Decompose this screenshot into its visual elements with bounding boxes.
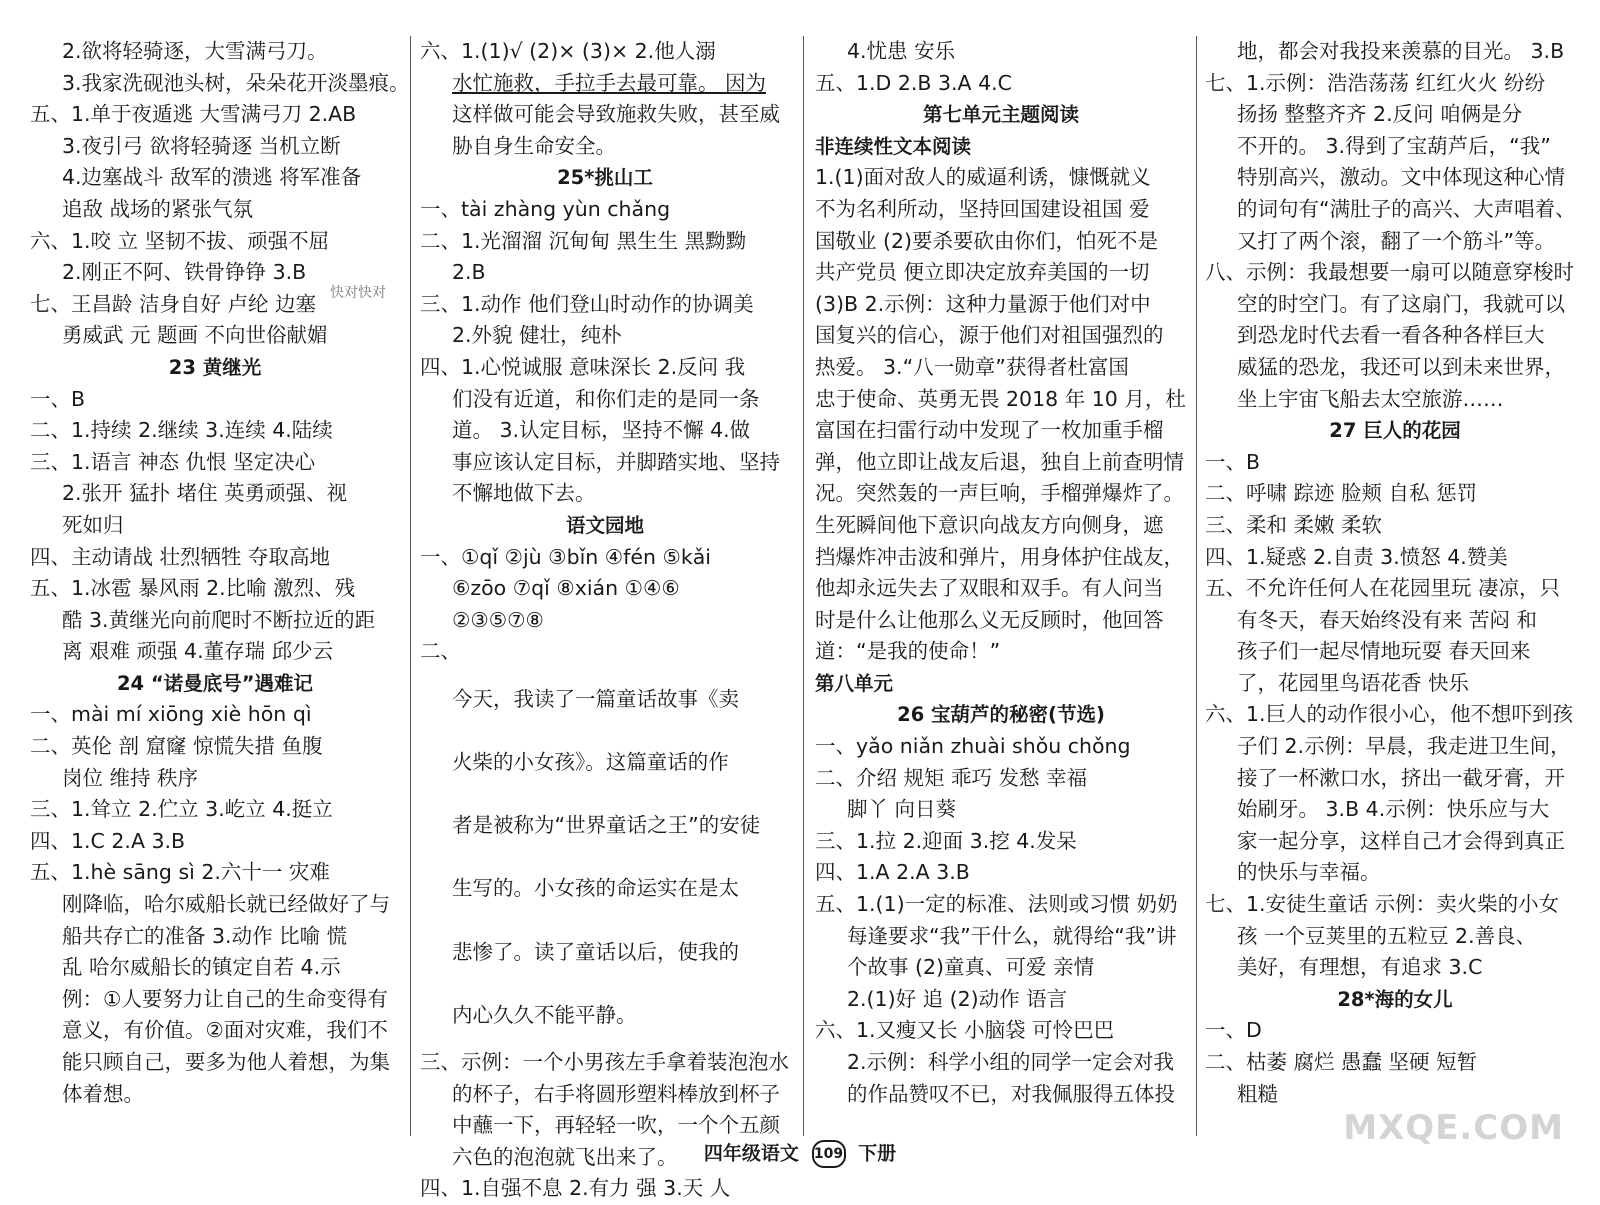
text-line: 四、1.疑惑 2.自责 3.愤怒 4.赞美 xyxy=(1205,544,1508,569)
text-line: 三、1.拉 2.迎面 3.挖 4.发呆 xyxy=(815,828,1077,853)
text-line: 坐上宇宙飞船去太空旅游…… xyxy=(1237,386,1504,411)
text-line: 空的时空门。有了这扇门，我就可以 xyxy=(1237,291,1565,316)
text-line: 五、1.冰雹 暴风雨 2.比喻 激烈、残 xyxy=(30,576,356,601)
section-title: 语文园地 xyxy=(565,513,644,537)
column-divider xyxy=(803,36,804,1136)
text-line: 2.张开 猛扑 堵住 英勇顽强、视 xyxy=(62,481,348,506)
watermark-logo: MXQE.COM xyxy=(1343,1108,1564,1148)
text-line: 六、1.咬 立 坚韧不拔、顽强不屈 xyxy=(30,228,330,253)
text-line: 的杯子，右手将圆形塑料棒放到杯子 xyxy=(452,1081,780,1106)
text-line: 不为名利所动，坚持回国建设祖国 爱 xyxy=(815,196,1150,221)
lesson-title: 27 巨人的花园 xyxy=(1329,419,1461,443)
text-line: 挡爆炸冲击波和弹片，用身体护住战友， xyxy=(815,544,1184,569)
text-line: 三、示例：一个小男孩左手拿着装泡泡水 xyxy=(420,1050,789,1074)
lesson-title: 28*海的女儿 xyxy=(1337,987,1453,1011)
text-line: 美好，有理想，有追求 3.C xyxy=(1237,955,1483,980)
text-line: 体着想。 xyxy=(62,1081,144,1106)
text-line: 六、1.巨人的动作很小心，他不想吓到孩 xyxy=(1205,702,1574,727)
text-line: 脚丫 向日葵 xyxy=(847,797,957,822)
text-line: 三、1.耸立 2.伫立 3.屹立 4.挺立 xyxy=(30,797,333,822)
text-line: 二、1.持续 2.继续 3.连续 4.陆续 xyxy=(30,418,333,443)
text-line: 2.B xyxy=(452,260,486,285)
lesson-title: 26 宝葫芦的秘密(节选) xyxy=(897,703,1105,727)
text-line: 二、1.光溜溜 沉甸甸 黑生生 黑黝黝 xyxy=(420,228,747,253)
text-line: 一、tài zhàng yùn chǎng xyxy=(420,196,671,221)
text-line: 酷 3.黄继光向前爬时不断拉近的距 xyxy=(62,607,376,632)
section-subtitle: 非连续性文本阅读 xyxy=(815,134,972,158)
text-line: 六、1.又瘦又长 小脑袋 可怜巴巴 xyxy=(815,1018,1115,1043)
text-line: 的快乐与幸福。 xyxy=(1237,860,1381,885)
page-number: 109 xyxy=(812,1140,846,1168)
text-line: 始刷牙。 3.B 4.示例：快乐应与大 xyxy=(1237,797,1550,822)
text-line: 孩 一个豆荚里的五粒豆 2.善良、 xyxy=(1237,923,1537,948)
text-line: 他却永远失去了双眼和双手。有人问当 xyxy=(815,576,1164,601)
text-line: 不懈地做下去。 xyxy=(452,481,596,506)
text-line: 一、D xyxy=(1205,1018,1262,1043)
text-line: 家一起分享，这样自己才会得到真正 xyxy=(1237,828,1565,853)
text-line: 3.我家洗砚池头树，朵朵花开淡墨痕。 xyxy=(62,70,410,95)
text-line: 三、1.动作 他们登山时动作的协调美 xyxy=(420,291,754,316)
text-line: 二、英伦 剖 窟窿 惊慌失措 鱼腹 xyxy=(30,734,323,759)
footer-grade-subject: 四年级语文 xyxy=(703,1142,799,1165)
text-line: 2.示例：科学小组的同学一定会对我 xyxy=(847,1050,1175,1074)
text-line: 七、1.示例：浩浩荡荡 红红火火 纷纷 xyxy=(1205,70,1546,95)
lesson-title: 25*挑山工 xyxy=(557,166,653,190)
text-line: 2.(1)好 追 (2)动作 语言 xyxy=(847,986,1068,1011)
text-line: 火柴的小女孩》。这篇童话的作 xyxy=(452,750,729,775)
text-line: 船共存亡的准备 3.动作 比喻 慌 xyxy=(62,923,348,948)
text-line: 追敌 战场的紧张气氛 xyxy=(62,196,254,221)
text-line: 国敬业 (2)要杀要砍由你们，怕死不是 xyxy=(815,228,1159,253)
text-line: 一、yǎo niǎn zhuài shǒu chǒng xyxy=(815,734,1131,759)
text-line: 四、1.自强不息 2.有力 强 3.天 人 xyxy=(420,1176,731,1201)
text-line: 1.(1)面对敌人的威逼利诱，慷慨就义 xyxy=(815,165,1151,190)
text-line: 个故事 (2)童真、可爱 亲情 xyxy=(847,955,1095,980)
text-line: 能只顾自己，要多为他人着想，为集 xyxy=(62,1050,390,1074)
text-line: ②③⑤⑦⑧ xyxy=(452,607,544,632)
lesson-title: 24 “诺曼底号”遇难记 xyxy=(116,671,314,695)
text-line: 四、1.C 2.A 3.B xyxy=(30,828,186,853)
text-line: 粗糙 xyxy=(1237,1081,1278,1106)
text-line: 六、1.(1)√ (2)× (3)× 2.他人溺 xyxy=(420,39,716,63)
text-line: 国复兴的信心，源于他们对祖国强烈的 xyxy=(815,323,1164,348)
text-line: 五、1.hè sāng sì 2.六十一 灾难 xyxy=(30,860,330,885)
text-line: 3.夜引弓 欲将轻骑逐 当机立断 xyxy=(62,133,341,158)
text-line: (3)B 2.示例：这种力量源于他们对中 xyxy=(815,291,1151,316)
text-line: 例：①人要努力让自己的生命变得有 xyxy=(62,986,388,1011)
text-line: 乱 哈尔威船长的镇定自若 4.示 xyxy=(62,955,341,980)
text-line: 道。 3.认定目标，坚持不懈 4.做 xyxy=(452,418,751,443)
text-line: 弹，他立即让战友后退，独自上前查明情 xyxy=(815,449,1184,474)
column-divider xyxy=(410,36,411,1136)
text-line: 二、介绍 规矩 乖巧 发愁 幸福 xyxy=(815,765,1088,790)
text-line: 特别高兴，激动。文中体现这种心情 xyxy=(1237,165,1565,190)
column-1 xyxy=(30,36,410,1131)
text-line: 中蘸一下，再轻轻一吹，一个个五颜 xyxy=(452,1113,780,1138)
text-line: 三、柔和 柔嫩 柔软 xyxy=(1205,512,1383,537)
text-line: 五、1.(1)一定的标准、法则或习惯 奶奶 xyxy=(815,892,1178,917)
text-line: 况。突然轰的一声巨响，手榴弹爆炸了。 xyxy=(815,481,1184,506)
text-line: 子们 2.示例：早晨，我走进卫生间， xyxy=(1237,734,1571,759)
text-line: 这样做可能会导致施救失败，甚至威 xyxy=(452,102,780,127)
text-line: 的作品赞叹不已，对我佩服得五体投 xyxy=(847,1081,1175,1106)
text-line: 二、呼啸 踪迹 脸颊 自私 惩罚 xyxy=(1205,481,1478,506)
text-line: 生死瞬间他下意识向战友方向侧身，遮 xyxy=(815,512,1164,537)
text-line: 二、枯萎 腐烂 愚蠢 坚硬 短暂 xyxy=(1205,1050,1478,1074)
text-line: 岗位 维持 秩序 xyxy=(62,765,199,790)
text-line: 孩子们一起尽情地玩耍 春天回来 xyxy=(1237,639,1531,664)
text-line: 2.刚正不阿、铁骨铮铮 3.B xyxy=(62,260,307,285)
text-line: 今天，我读了一篇童话故事《卖 xyxy=(452,686,739,711)
text-line: 们没有近道，和你们走的是同一条 xyxy=(452,386,760,411)
text-line: 不开的。 3.得到了宝葫芦后，“我” xyxy=(1237,133,1551,158)
stamp-text: 快对快对 xyxy=(330,285,386,301)
text-line: 一、B xyxy=(1205,449,1261,474)
text-line: 接了一杯漱口水，挤出一截牙膏，开 xyxy=(1237,765,1565,790)
text-line: 热爱。 3.“八一勋章”获得者杜富国 xyxy=(815,354,1129,379)
text-line: 四、主动请战 壮烈牺牲 夺取高地 xyxy=(30,544,331,569)
text-line: 悲惨了。读了童话以后，使我的 xyxy=(452,939,739,964)
text-line: 死如归 xyxy=(62,512,124,537)
text-line: 一、B xyxy=(30,386,86,411)
text-line: 三、1.语言 神态 仇恨 坚定决心 xyxy=(30,449,316,474)
text-line: 事应该认定目标，并脚踏实地、坚持 xyxy=(452,449,780,474)
text-line: 威猛的恐龙，我还可以到未来世界， xyxy=(1237,354,1565,379)
text-line: 四、1.A 2.A 3.B xyxy=(815,860,970,885)
text-line: 五、1.单于夜遁逃 大雪满弓刀 2.AB xyxy=(30,102,357,127)
text-line: 胁自身生命安全。 xyxy=(452,133,616,158)
text-line: 4.边塞战斗 敌军的溃逃 将军准备 xyxy=(62,165,362,190)
text-line: 五、不允许任何人在花园里玩 凄凉，只 xyxy=(1205,576,1561,601)
text-line: 生写的。小女孩的命运实在是太 xyxy=(452,876,739,901)
column-divider xyxy=(1196,36,1197,1136)
text-line: 一、①qǐ ②jù ③bǐn ④fén ⑤kǎi xyxy=(420,544,712,569)
text-line: 六色的泡泡就飞出来了。 xyxy=(452,1144,678,1169)
text-line: 富国在扫雷行动中发现了一枚加重手榴 xyxy=(815,418,1164,443)
text-line: 者是被称为“世界童话之王”的安徒 xyxy=(452,813,761,838)
unit-title: 第七单元主题阅读 xyxy=(922,103,1079,127)
text-line: 水忙施救，手拉手去最可靠。 因为 xyxy=(452,70,767,95)
text-line: 2.外貌 健壮，纯朴 xyxy=(452,323,622,348)
footer-volume: 下册 xyxy=(858,1142,897,1165)
text-line: 每逢要求“我”干什么，就得给“我”讲 xyxy=(847,923,1177,948)
text-line: 道：“是我的使命！” xyxy=(815,639,1001,664)
unit-title: 第八单元 xyxy=(815,671,894,695)
text-line: 一、mài mí xiōng xiè hōn qì xyxy=(30,702,312,727)
text-line: 2.欲将轻骑逐，大雪满弓刀。 xyxy=(62,39,328,63)
text-line: 忠于使命、英勇无畏 2018 年 10 月，杜 xyxy=(815,386,1186,411)
lesson-title: 23 黄继光 xyxy=(168,355,262,379)
text-line: 刚降临，哈尔威船长就已经做好了与 xyxy=(62,892,390,917)
text-line: 共产党员 便立即决定放弃美国的一切 xyxy=(815,260,1150,285)
text-line: 到恐龙时代去看一看各种各样巨大 xyxy=(1237,323,1545,348)
column-3 xyxy=(815,36,1187,1131)
text-line: 扬扬 整整齐齐 2.反问 咱俩是分 xyxy=(1237,102,1523,127)
text-line: 四、1.心悦诚服 意味深长 2.反问 我 xyxy=(420,354,746,379)
column-4 xyxy=(1205,36,1585,1131)
text-line: 七、王昌龄 洁身自好 卢纶 边塞 xyxy=(30,291,317,316)
text-line: 了，花园里鸟语花香 快乐 xyxy=(1237,670,1470,695)
text-line: 七、1.安徒生童话 示例：卖火柴的小女 xyxy=(1205,892,1560,917)
text-line: 又打了两个滚，翻了一个筋斗”等。 xyxy=(1237,228,1556,253)
text-line: 内心久久不能平静。 xyxy=(452,1002,637,1027)
text-line: 勇威武 元 题画 不向世俗献媚 xyxy=(62,323,328,348)
text-line: ⑥zōo ⑦qǐ ⑧xián ①④⑥ xyxy=(452,576,680,601)
text-line: 4.忧患 安乐 xyxy=(847,39,956,63)
text-line: 有冬天，春天始终没有来 苦闷 和 xyxy=(1237,607,1538,632)
text-line: 离 艰难 顽强 4.董存瑞 邱少云 xyxy=(62,639,334,664)
text-line: 五、1.D 2.B 3.A 4.C xyxy=(815,70,1012,95)
text-line: 意义，有价值。②面对灾难，我们不 xyxy=(62,1018,388,1043)
text-line: 八、示例：我最想要一扇可以随意穿梭时 xyxy=(1205,260,1574,285)
text-line: 时是什么让他那么义无反顾时，他回答 xyxy=(815,607,1164,632)
text-line: 二、 xyxy=(420,639,461,664)
text-line: 地，都会对我投来羡慕的目光。 3.B xyxy=(1237,39,1565,63)
text-line: 的词句有“满肚子的高兴、大声唱着、 xyxy=(1237,196,1576,221)
